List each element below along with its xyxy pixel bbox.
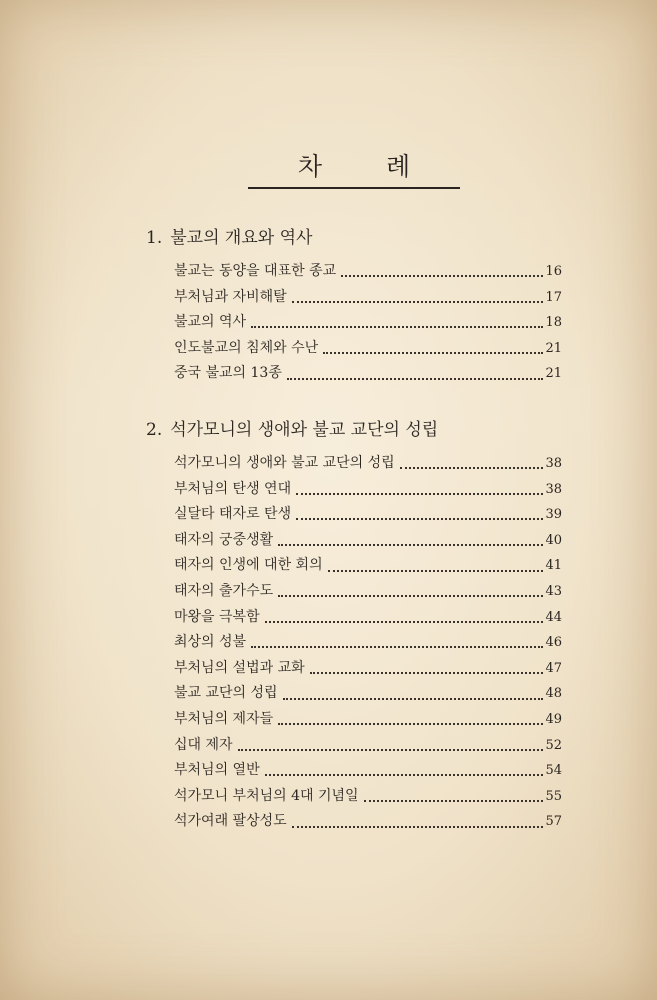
section-heading — [146, 418, 566, 442]
entry-label: 석가모니 부처님의 4대 기념일 — [174, 787, 359, 804]
entry-page: 18 — [545, 315, 562, 331]
entry-page: 38 — [545, 456, 562, 471]
toc-entry[interactable] — [174, 681, 562, 707]
entry-page: 52 — [545, 737, 562, 753]
entry-label: 부처님의 제자들 — [174, 710, 274, 727]
dot-leader — [238, 748, 544, 751]
entry-page: 44 — [545, 609, 562, 625]
toc-list — [146, 259, 566, 387]
toc-entry[interactable] — [174, 285, 562, 311]
title-underline — [248, 187, 460, 189]
toc-entry[interactable] — [174, 528, 562, 554]
dot-leader — [364, 799, 544, 802]
dot-leader — [328, 569, 544, 572]
entry-page: 16 — [545, 264, 562, 279]
entry-page: 54 — [545, 763, 562, 779]
section-1 — [146, 226, 566, 387]
entry-page: 57 — [545, 814, 562, 830]
entry-page: 21 — [545, 366, 562, 382]
toc-entry[interactable] — [174, 579, 562, 605]
entry-label: 불교 교단의 성립 — [174, 685, 278, 702]
dot-leader — [323, 351, 543, 354]
entry-label: 석가여래 팔상성도 — [174, 813, 287, 830]
section-heading — [146, 226, 566, 250]
entry-label: 태자의 인생에 대한 회의 — [174, 557, 323, 574]
dot-leader — [265, 620, 544, 623]
dot-leader — [278, 722, 543, 725]
dot-leader — [296, 492, 543, 495]
entry-label: 석가모니의 생애와 불교 교단의 성립 — [174, 455, 395, 471]
entry-page: 40 — [545, 532, 562, 548]
entry-page: 21 — [545, 340, 562, 356]
toc-entry[interactable] — [174, 336, 562, 362]
dot-leader — [292, 300, 544, 303]
toc-entry[interactable] — [174, 477, 562, 503]
toc-entry[interactable] — [174, 630, 562, 656]
dot-leader — [278, 594, 543, 597]
entry-label: 부처님의 열반 — [174, 762, 260, 779]
section-number: 1. — [146, 228, 163, 248]
entry-label: 태자의 궁중생활 — [174, 531, 274, 548]
entry-page: 47 — [545, 660, 562, 676]
toc-entry[interactable] — [174, 809, 562, 835]
entry-label: 인도불교의 침체와 수난 — [174, 339, 319, 356]
dot-leader — [341, 274, 543, 277]
entry-page: 43 — [545, 583, 562, 599]
section-number: 2. — [146, 420, 163, 440]
entry-page: 48 — [545, 686, 562, 702]
entry-page: 39 — [545, 507, 562, 523]
entry-label: 최상의 성불 — [174, 634, 247, 651]
entry-label: 실달타 태자로 탄생 — [174, 506, 292, 523]
dot-leader — [265, 773, 544, 776]
entry-page: 49 — [545, 711, 562, 727]
entry-label: 부처님의 설법과 교화 — [174, 659, 305, 676]
entry-label: 중국 불교의 13종 — [174, 365, 282, 382]
page-title: 차 례 — [297, 152, 439, 181]
dot-leader — [251, 325, 543, 328]
entry-label: 십대 제자 — [174, 736, 233, 753]
entry-page: 55 — [545, 788, 562, 804]
dot-leader — [283, 697, 544, 700]
entry-page: 38 — [545, 481, 562, 497]
toc-entry[interactable] — [174, 707, 562, 733]
toc-entry[interactable] — [174, 310, 562, 336]
dot-leader — [296, 517, 543, 520]
section-2 — [146, 418, 566, 835]
toc-entry[interactable] — [174, 784, 562, 810]
entry-label: 마왕을 극복함 — [174, 608, 260, 625]
dot-leader — [310, 671, 544, 674]
entry-label: 태자의 출가수도 — [174, 582, 274, 599]
toc-entry[interactable] — [174, 259, 562, 285]
dot-leader — [292, 825, 544, 828]
dot-leader — [251, 645, 543, 648]
toc-entry[interactable] — [174, 553, 562, 579]
toc-entry[interactable] — [174, 758, 562, 784]
dot-leader — [278, 543, 543, 546]
section-title: 불교의 개요와 역사 — [170, 228, 313, 248]
section-title: 석가모니의 생애와 불교 교단의 성립 — [170, 420, 439, 440]
contents-heading — [248, 150, 460, 189]
entry-page: 46 — [545, 635, 562, 651]
dot-leader — [287, 377, 544, 380]
toc-list — [146, 451, 566, 835]
entry-label: 부처님의 탄생 연대 — [174, 480, 292, 497]
entry-label: 불교는 동양을 대표한 종교 — [174, 263, 337, 279]
toc-entry[interactable] — [174, 361, 562, 387]
toc-entry[interactable] — [174, 502, 562, 528]
toc-entry[interactable] — [174, 656, 562, 682]
toc-entry[interactable] — [174, 605, 562, 631]
toc-entry[interactable] — [174, 733, 562, 759]
entry-page: 41 — [545, 558, 562, 574]
toc-entry[interactable] — [174, 451, 562, 477]
entry-page: 17 — [545, 289, 562, 305]
dot-leader — [400, 466, 544, 469]
entry-label: 부처님과 자비해탈 — [174, 288, 287, 305]
entry-label: 불교의 역사 — [174, 314, 247, 331]
